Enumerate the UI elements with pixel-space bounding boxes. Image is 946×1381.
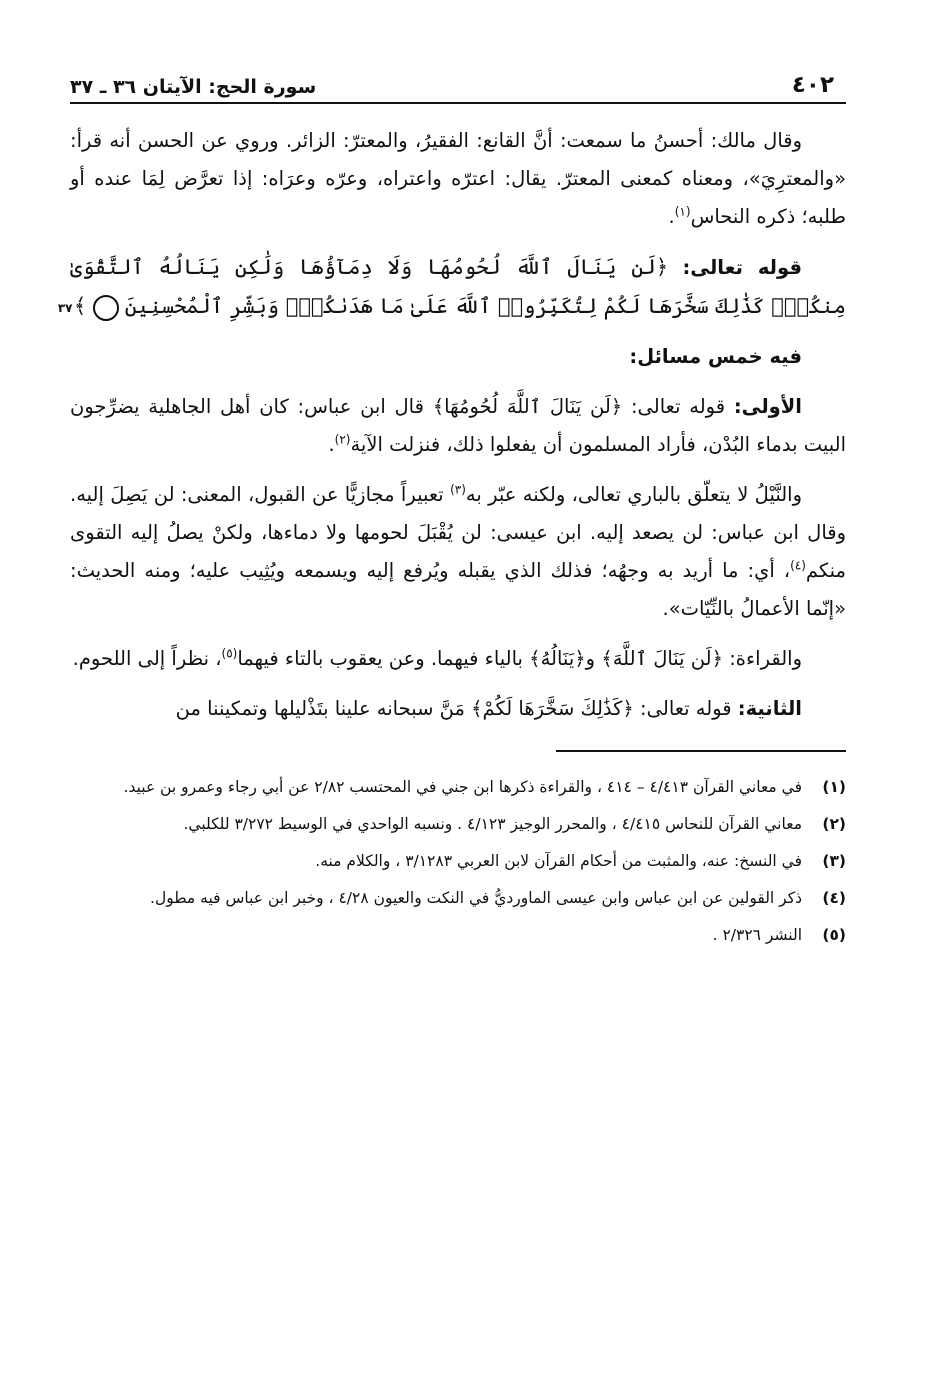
paragraph-second-issue bbox=[70, 690, 846, 728]
footnote-ref-2[interactable]: (٢) bbox=[334, 432, 351, 447]
footnote-item bbox=[70, 920, 846, 951]
paragraph-text: والنَّيْلُ لا يتعلّق بالباري تعالى، ولكنه عبّر به bbox=[465, 483, 802, 506]
footnote-text: ذكر القولين عن ابن عباس وابن عيسى الماورديُّ في النكت والعيون ٤/٢٨ ، وخبر ابن عباس فيه مطول. bbox=[150, 889, 802, 907]
section-title: فيه خمس مسائل: bbox=[629, 345, 802, 368]
paragraph-end: . bbox=[328, 433, 335, 456]
paragraph-text: قوله تعالى: ﴿كَذَٰلِكَ سَخَّرَهَا لَكُمْ﴾ مَنَّ سبحانه علينا بتَذْليلها وتمكيننا من bbox=[175, 697, 732, 720]
book-page bbox=[57, 58, 846, 957]
paragraph-nayl bbox=[70, 476, 846, 628]
paragraph-malik bbox=[70, 122, 846, 236]
paragraph-text: ، أي: ما أريد به وجهُه؛ فذلك الذي يقبله ويُرفع إليه ويسمعه ويُثِيب عليه؛ ومنه الحديث: «إنّما الأعمالُ بالنِّيّات». bbox=[70, 559, 846, 620]
footnote-text: معاني القرآن للنحاس ٤/٤١٥ ، والمحرر الوجيز ٤/١٢٣ . ونسبه الواحدي في الوسيط ٣/٢٧٢ للكلبي. bbox=[183, 815, 802, 833]
paragraph-text: ، نظراً إلى اللحوم. bbox=[72, 647, 222, 670]
footnote-number: (١) bbox=[822, 778, 846, 796]
footnote-ref-5[interactable]: (٥) bbox=[221, 646, 238, 661]
footnote-text: في النسخ: عنه، والمثبت من أحكام القرآن لابن العربي ٣/١٢٨٣ ، والكلام منه. bbox=[315, 852, 802, 870]
paragraph-first-issue bbox=[70, 388, 846, 464]
verse-number-badge: ٣٧ bbox=[93, 295, 119, 321]
footnote-item bbox=[70, 809, 846, 840]
paragraph-text: تعبيراً مجازيًّا عن القبول، المعنى: لن يَصِلَ إليه. وقال ابن عباس: لن يصعد إليه. ابن عيسى: لن يُقْبَلَ لحومها ولا دماءها، ولكنْ يصلُ إليه التقوى منكم bbox=[70, 483, 846, 582]
footnote-item bbox=[70, 846, 846, 877]
footnote-divider bbox=[556, 750, 846, 752]
paragraph-end: . bbox=[668, 205, 675, 228]
footnote-text: في معاني القرآن ٤/٤١٣ – ٤١٤ ، والقراءة ذكرها ابن جني في المحتسب ٢/٨٢ عن أبي رجاء وعمرو بن عبيد. bbox=[123, 778, 802, 796]
verse-block bbox=[57, 248, 846, 326]
paragraph-text: وقال مالك: أحسنُ ما سمعت: أنَّ القانع: الفقيرُ، والمعترّ: الزائر. وروي عن الحسن أنه قرأ: «والمعترِيَ»، ومعناه كمعنى المعترّ. يقال: اعترّه واعتراه، وعرّه وعرَاه: إذا تعرَّض لِمَا عنده أو طلبه؛ ذكره النحاس bbox=[70, 129, 846, 228]
verse-close-bracket: ﴾ bbox=[74, 294, 87, 318]
main-text bbox=[57, 122, 846, 728]
running-header bbox=[70, 58, 846, 104]
quran-verse: ﴿لَن يَنَالَ ٱللَّهَ لُحُومُهَا وَلَا دِمَآؤُهَا وَلَٰكِن يَنَالُهُ ٱلتَّقْوَىٰ مِنكُمْۚ كَذَٰلِكَ سَخَّرَهَا لَكُمْ لِتُكَبِّرُوا۟ ٱللَّهَ عَلَىٰ مَا هَدَىٰكُمْۗ وَبَشِّرِ ٱلْمُحْسِنِينَ bbox=[70, 255, 846, 318]
footnote-number: (٢) bbox=[822, 815, 846, 833]
footnote-ref-1[interactable]: (١) bbox=[674, 204, 691, 219]
footnote-ref-4[interactable]: (٤) bbox=[790, 558, 806, 573]
paragraph-text: والقراءة: ﴿لَن يَنَالَ ٱللَّهَ﴾ و﴿يَنَالُهُ﴾ بالياء فيهما. وعن يعقوب بالتاء فيهما bbox=[237, 647, 802, 670]
footnote-number: (٣) bbox=[822, 852, 846, 870]
footnotes bbox=[70, 772, 846, 951]
issue-label-first: الأولى: bbox=[733, 395, 802, 418]
footnote-number: (٤) bbox=[822, 889, 846, 907]
paragraph-reading bbox=[70, 640, 846, 678]
issue-label-second: الثانية: bbox=[737, 697, 802, 720]
footnote-number: (٥) bbox=[822, 926, 846, 944]
paragraph-text: قوله تعالى: ﴿لَن يَنَالَ ٱللَّهَ لُحُومُهَا﴾ قال ابن عباس: كان أهل الجاهلية يضرِّجون البيت بدماء البُدْن، فأراد المسلمون أن يفعلوا ذلك، فنزلت الآية bbox=[70, 395, 846, 456]
footnote-item bbox=[70, 883, 846, 914]
footnote-text: النشر ٢/٣٢٦ . bbox=[712, 926, 802, 944]
running-title: سورة الحج: الآيتان ٣٦ ـ ٣٧ bbox=[70, 76, 317, 98]
verse-lead: قوله تعالى: bbox=[682, 256, 802, 279]
page-number: ٤٠٢ bbox=[791, 72, 834, 98]
footnote-item bbox=[70, 772, 846, 803]
footnote-ref-3[interactable]: (٣) bbox=[450, 482, 466, 497]
